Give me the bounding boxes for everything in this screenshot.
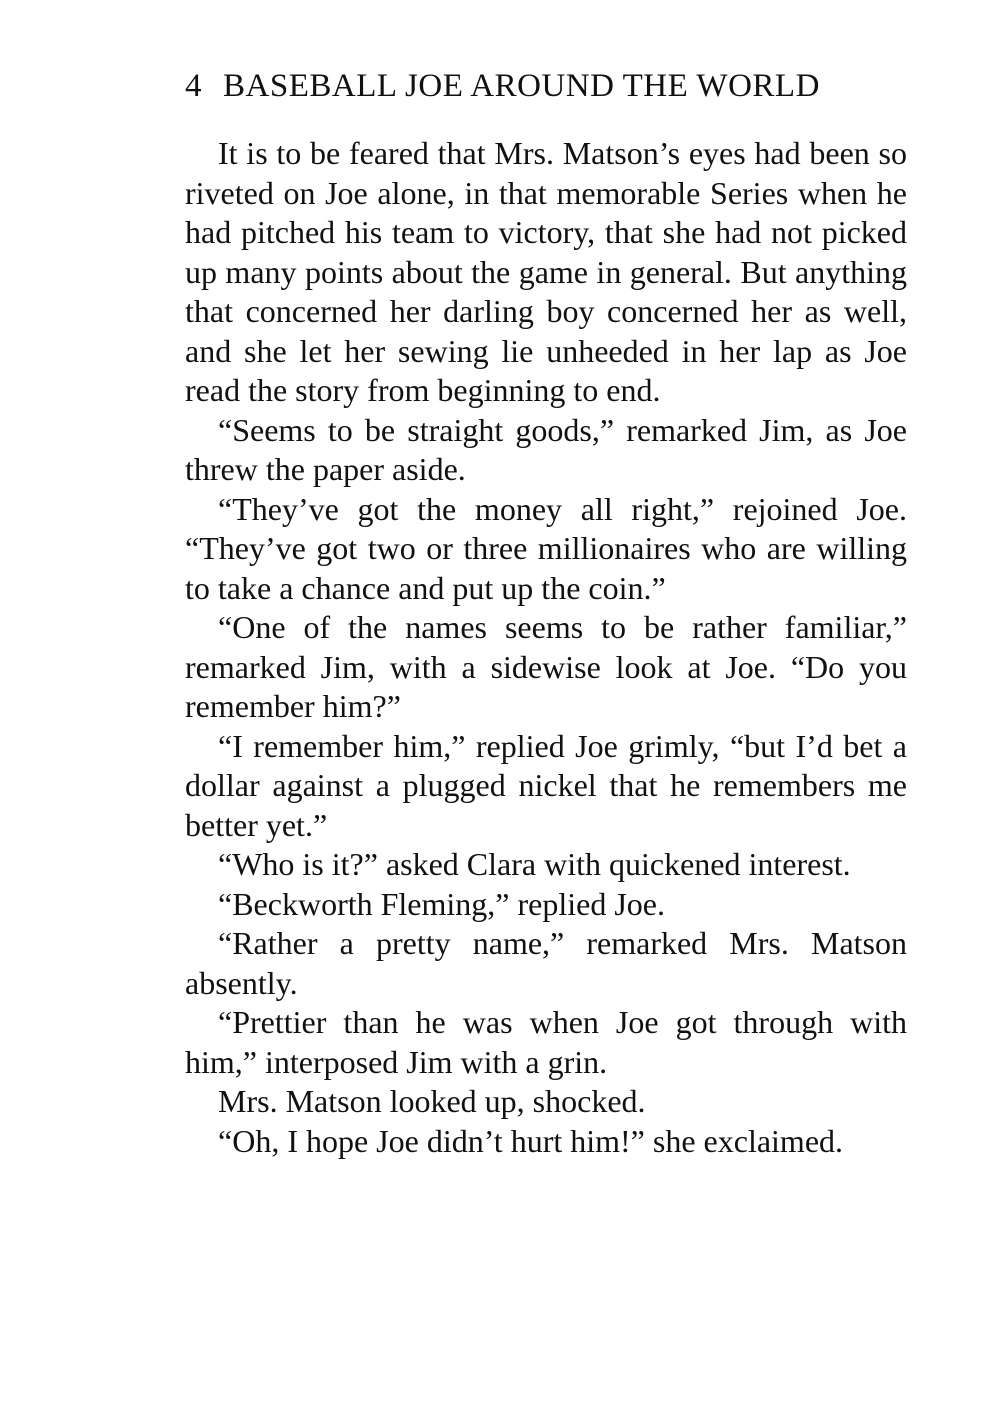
paragraph-8: “Rather a pretty name,” remarked Mrs. Matson absently. xyxy=(185,925,907,1001)
paragraph-1: It is to be feared that Mrs. Matson’s eyes had been so riveted on Joe alone, in that memorable Series when he had pitched his team to victory, that she had not picked up many points about the game in general. But anything that concerned her darling boy concerned her as well, and she let her sewing lie unheeded in her lap as Joe read the story from beginning to end. xyxy=(185,135,907,408)
paragraph-9: “Prettier than he was when Joe got through with him,” interposed Jim with a grin. xyxy=(185,1004,907,1080)
body-text xyxy=(185,134,907,1161)
running-head xyxy=(185,62,875,110)
paragraph-4: “One of the names seems to be rather familiar,” remarked Jim, with a sidewise look at Joe. “Do you remember him?” xyxy=(185,609,907,724)
paragraph-11: “Oh, I hope Joe didn’t hurt him!” she exclaimed. xyxy=(218,1122,844,1159)
paragraph-5: “I remember him,” replied Joe grimly, “but I’d bet a dollar against a plugged nickel that he remembers me better yet.” xyxy=(185,727,907,843)
paragraph-10: Mrs. Matson looked up, shocked. xyxy=(218,1083,646,1119)
paragraph-6: “Who is it?” asked Clara with quickened interest. xyxy=(218,846,851,882)
paragraph-3: “They’ve got the money all right,” rejoined Joe. “They’ve got two or three millionaires who are willing to take a chance and put up the coin.” xyxy=(185,490,907,606)
page-number: 4 xyxy=(185,68,202,104)
paragraph-2: “Seems to be straight goods,” remarked Jim, as Joe threw the paper aside. xyxy=(185,411,907,487)
running-title: BASEBALL JOE AROUND THE WORLD xyxy=(223,68,820,104)
paragraph-7: “Beckworth Fleming,” replied Joe. xyxy=(218,885,665,922)
